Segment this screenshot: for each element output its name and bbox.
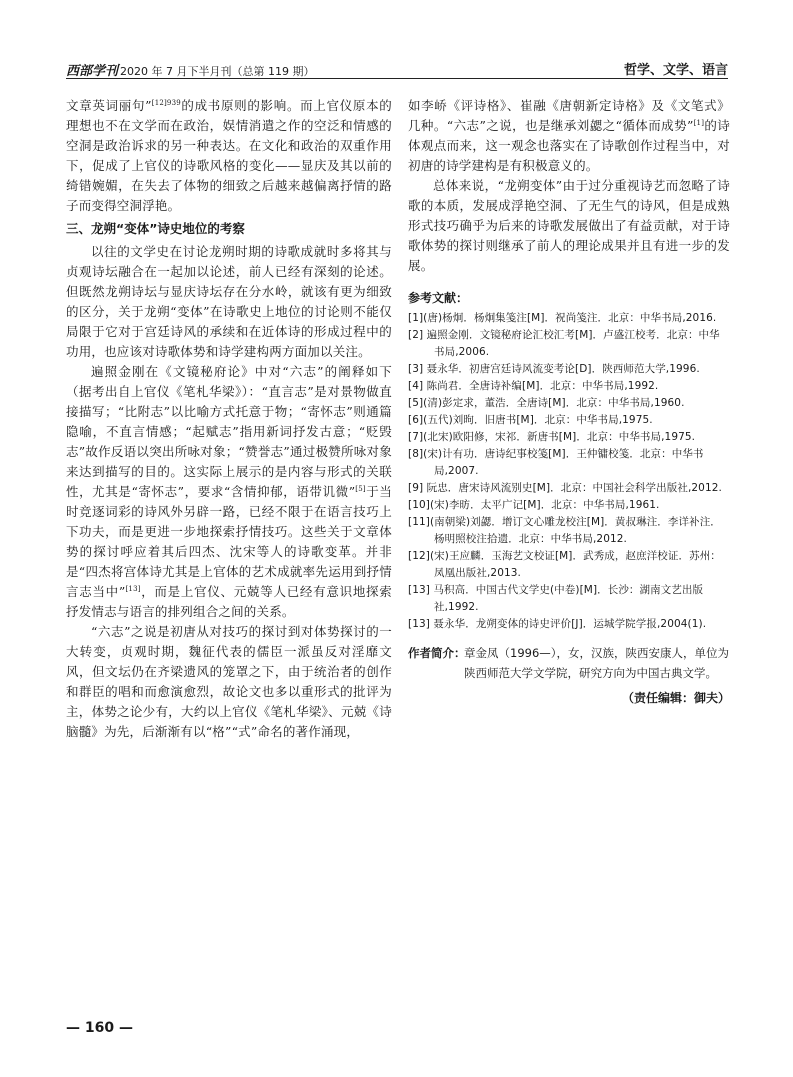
responsible-editor: （责任编辑：御夫） (621, 691, 730, 705)
issue-info: 2020 年 7 月下半月刊（总第 119 期） (120, 65, 315, 78)
reference-item: [11](南朝梁)刘勰．增订文心雕龙校注[M]．黄叔琳注．李详补注．杨明照校注拾遗．北京：中华书局,2012. (408, 516, 721, 545)
left-column (66, 96, 392, 742)
reference-item: [13] 马积高．中国古代文学史(中卷)[M]．长沙：湖南文艺出版社,1992. (408, 584, 704, 613)
reference-item: [1](唐)杨炯．杨炯集笺注[M]．祝尚笺注．北京：中华书局,2016. (408, 312, 717, 324)
citation: [13] (125, 584, 141, 593)
reference-item: [4] 陈尚君．全唐诗补编[M]．北京：中华书局,1992. (408, 380, 659, 392)
right-column (408, 96, 730, 706)
section-label: 哲学、文学、语言 (623, 63, 728, 78)
reference-item: [5](清)彭定求，董浩．全唐诗[M]．北京：中华书局,1960. (408, 397, 685, 409)
paragraph-1: 文章英词丽句”$^{[12]939}$的成书原则的影响。而上官仪原本的理想也不在文学而在政治，娱情消遣之作的空泛和情感的空洞是政治诉求的另一种表达。在文化和政治的双重作用下，促成了上官仪的诗歌风格的变化——显庆及其以前的绮错婉媚，在失去了体物的细致之后越来越偏离抒情的路子而变得空洞浮艳。 (66, 98, 393, 213)
author-bio (408, 643, 730, 683)
journal-logo: 西部学刊 (66, 64, 119, 79)
reference-item: [7](北宋)欧阳修，宋祁．新唐书[M]．北京：中华书局,1975. (408, 431, 696, 443)
reference-item: [2] 遍照金刚．文镜秘府论汇校汇考[M]．卢盛江校考．北京：中华书局,2006. (408, 329, 720, 358)
reference-item: [6](五代)刘昫．旧唐书[M]．北京：中华书局,1975. (408, 414, 653, 426)
section-heading: 三、龙朔“变体”诗史地位的考察 (66, 221, 245, 236)
paragraph-4: “六志”之说是初唐从对技巧的探讨到对体势探讨的一大转变，贞观时期，魏征代表的儒臣一派虽反对淫靡文风，但文坛仍在齐梁遗风的笼罩之下，由于统治者的创作和群臣的唱和而愈演愈烈，故论文也多以重形式的批评为主，体势之论少有，大约以上官仪《笔札华梁》、元兢《诗脑髓》为先，后渐渐有以“格”“式”命名的著作涌现， (66, 624, 392, 739)
references-heading: 参考文献： (408, 291, 469, 305)
reference-item: [8](宋)计有功．唐诗纪事校笺[M]．王仲镛校笺．北京：中华书局,2007. (408, 448, 704, 477)
citation: [5] (355, 484, 366, 493)
journal-issue-line (66, 60, 315, 79)
paragraph-2: 以往的文学史在讨论龙朔时期的诗歌成就时多将其与贞观诗坛融合在一起加以论述，前人已经有深刻的论述。但既然龙朔诗坛与显庆诗坛存在分水岭，就该有更为细致的区分，关于龙朔“变体”在诗歌史上地位的讨论则不能仅局限于它对于宫廷诗风的承续和在近体诗的形成过程中的功用，也应该对诗歌体势和诗学建构两方面加以关注。 (66, 244, 392, 359)
author-text: 章金凤（1996—），女，汉族，陕西安康人，单位为陕西师范大学文学院，研究方向为中国古典文学。 (464, 646, 730, 680)
citation: [12]939 (151, 98, 181, 107)
reference-item: [12](宋)王应麟．玉海艺文校证[M]．武秀成，赵庶洋校证．苏州：凤凰出版社,2013. (408, 550, 721, 579)
reference-item: [13] 聂永华．龙朔变体的诗史评价[J]．运城学院学报,2004(1). (408, 618, 707, 630)
reference-item: [3] 聂永华．初唐宫廷诗风流变考论[D]．陕西师范大学,1996. (408, 363, 700, 375)
reference-item: [10](宋)李昉．太平广记[M]．北京：中华书局,1961. (408, 499, 660, 511)
author-label: 作者简介： (408, 646, 466, 660)
paragraph-5: 如李峤《评诗格》、崔融《唐朝新定诗格》及《文笔式》几种。“六志”之说，也是继承刘勰之“循体而成势”[1]的诗体观点而来，这一观念也落实在了诗歌创作过程当中，对初唐的诗学建构是有积极意义的。 (408, 98, 730, 173)
page-number: — 160 — (66, 1020, 133, 1036)
citation: [1] (693, 118, 705, 127)
reference-item: [9] 阮忠．唐宋诗风流别史[M]．北京：中国社会科学出版社,2012. (408, 482, 722, 494)
reference-list (408, 310, 730, 633)
paragraph-6: 总体来说，“龙朔变体”由于过分重视诗艺而忽略了诗歌的本质，发展成浮艳空洞、了无生气的诗风，但是成熟形式技巧确乎为后来的诗歌发展做出了有益贡献，对于诗歌体势的探讨则继承了前人的理论成果并且有进一步的发展。 (408, 178, 730, 273)
paragraph-3: 遍照金刚在《文镜秘府论》中对“六志”的阐释如下（据考出自上官仪《笔札华梁》）：“直言志”是对景物做直接描写；“比附志”以比喻方式托意于物；“寄怀志”则通篇隐喻，不直言情感；“起赋志”指用新词抒发古意；“贬毁志”故作反语以突出所咏对象；“赞誉志”通过极赞所咏对象来达到描写的目的。这实际上展示的是内容与形式的关联性，尤其是“寄怀志”，要求“含情抑郁，语带讥微”[5]于当时竞逐词彩的诗风外另辟一路，已经不限于在语言技巧上下功夫，而是更进一步地探索抒情技巧。这些关于文章体势的探讨呼应着其后四杰、沈宋等人的诗歌变革。并非是“四杰将宫体诗尤其是上官体的艺术成就率先运用到抒情言志当中”[13]，而是上官仪、元兢等人已经有意识地探索抒发情志与语言的排列组合之间的关系。 (66, 364, 392, 619)
page-header (66, 56, 728, 79)
